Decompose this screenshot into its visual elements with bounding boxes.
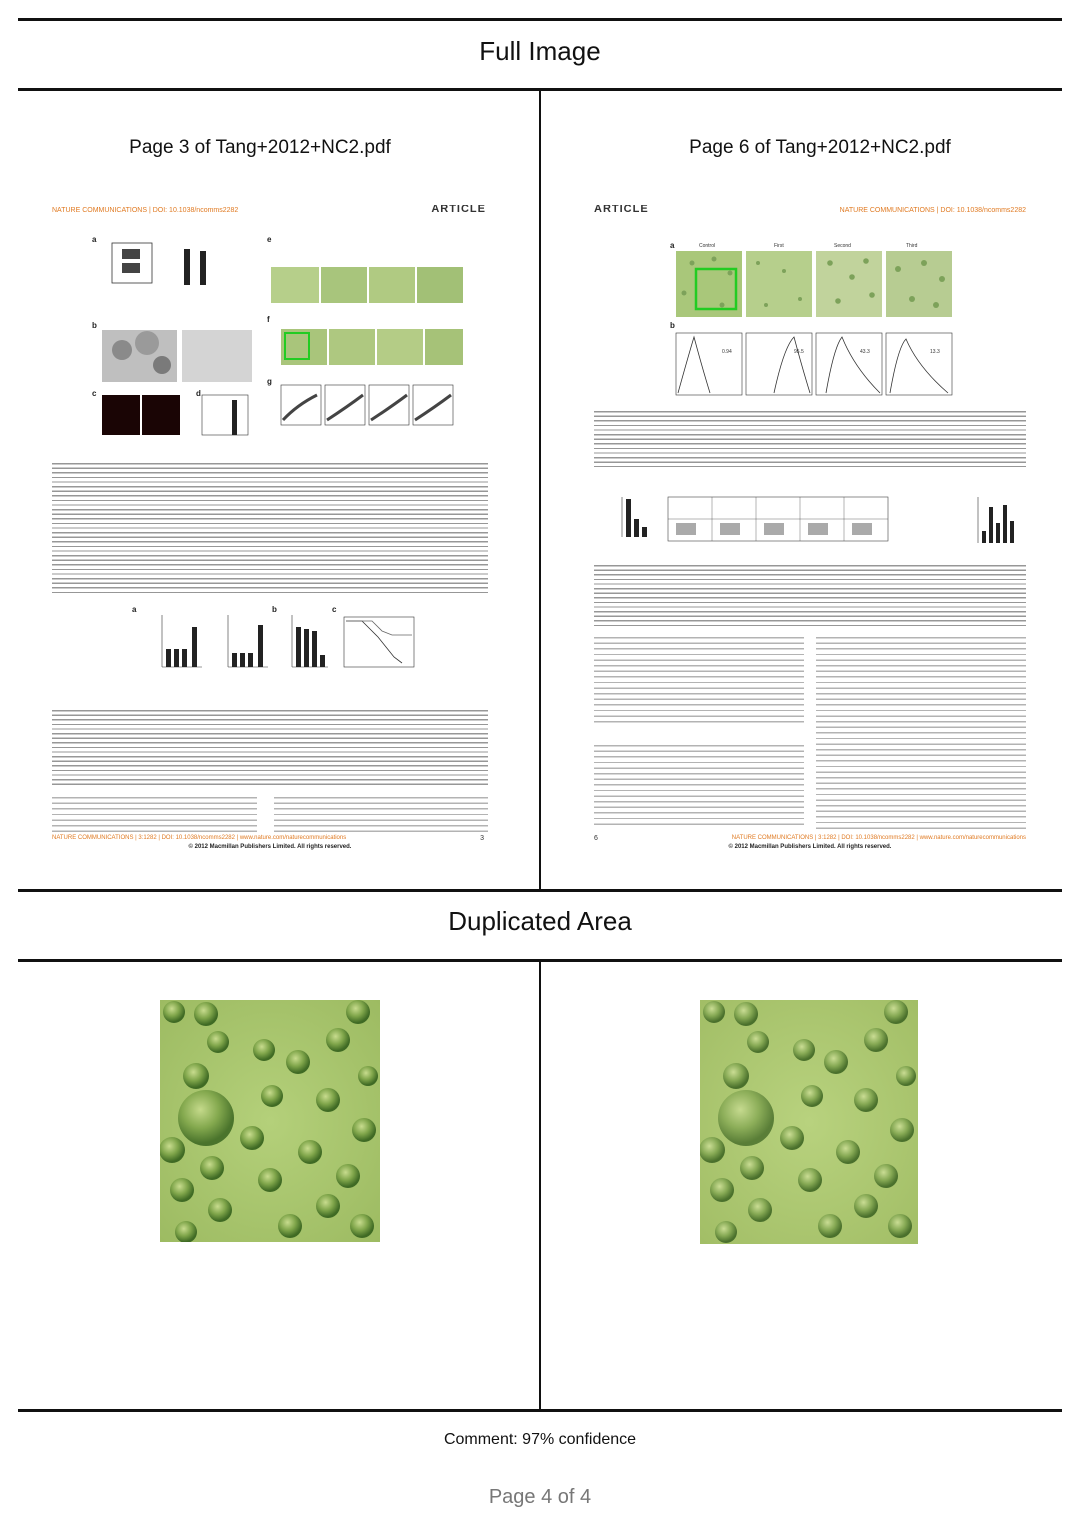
left-article-label: ARTICLE <box>431 205 486 215</box>
fig6-caption <box>594 565 1026 627</box>
fig5b-value-control: 0.94 <box>722 349 732 355</box>
full-image-title: Full Image <box>479 36 601 66</box>
right-page-number: 6 <box>594 835 598 842</box>
fig2-plots <box>132 605 432 705</box>
fig2-panels: a b c <box>132 605 432 705</box>
fig1-caption <box>52 463 488 595</box>
left-footer-journal: NATURE COMMUNICATIONS | 3:1282 | DOI: 10.1038/ncomms2282 | www.nature.com/naturecommunications <box>52 835 347 841</box>
bottom-rule <box>18 1409 1062 1412</box>
right-page-thumbnail: ARTICLE NATURE COMMUNICATIONS | DOI: 10.1038/ncomms2282 a Control First Second Third b 0.94 95.5 43.3 13.3 6 NATURE COMMUNICATIONS | 3:1282 | DOI: 10.1038/ncomms2282 | www.nature.com/naturecommunications © 2012 Macmillan Publishers Limited. All rights reserved. <box>594 205 1026 855</box>
fig5b-value-third: 13.3 <box>930 349 940 355</box>
fig5a-label-third: Third <box>906 243 918 249</box>
left-body-text-col2 <box>274 797 488 833</box>
page-indicator: Page 4 of 4 <box>488 1486 592 1508</box>
fig1-cell-panels <box>267 235 467 445</box>
right-duplicated-crop <box>700 1000 918 1244</box>
confidence-comment: Comment: 97% confidence <box>443 1431 637 1448</box>
right-body-text-col2 <box>816 637 1026 829</box>
fig2-caption <box>52 710 488 788</box>
fig5b-histograms <box>594 327 1026 407</box>
left-crop-cells <box>160 1000 380 1242</box>
duplicated-divider <box>539 962 541 1410</box>
fig6-plots <box>594 493 1026 563</box>
left-journal-ref: NATURE COMMUNICATIONS | DOI: 10.1038/ncomms2282 <box>52 207 239 214</box>
fig1-plots <box>92 235 262 445</box>
right-journal-ref: NATURE COMMUNICATIONS | DOI: 10.1038/ncomms2282 <box>839 207 1026 214</box>
duplicated-top-rule <box>18 889 1062 892</box>
left-duplicated-crop <box>160 1000 380 1242</box>
right-page-header <box>594 205 1026 219</box>
left-page-footer <box>52 835 488 855</box>
fig5a-label-control: Control <box>699 243 716 249</box>
full-image-divider <box>539 91 541 889</box>
fig5b-value-second: 43.3 <box>860 349 870 355</box>
left-body-text-col1 <box>52 797 257 833</box>
left-page-number: 3 <box>480 835 484 842</box>
left-page-thumbnail <box>52 205 488 855</box>
duplicated-area-title: Duplicated Area <box>448 906 632 936</box>
left-page-header <box>52 205 488 219</box>
right-body-text-col1-a <box>594 637 804 725</box>
fig1-right-panels: e f g <box>267 235 467 445</box>
left-footer-copyright: © 2012 Macmillan Publishers Limited. All rights reserved. <box>188 844 352 850</box>
fig1-left-panels: a b c d <box>92 235 262 445</box>
left-page-title: Page 3 of Tang+2012+NC2.pdf <box>129 137 391 158</box>
right-page-title: Page 6 of Tang+2012+NC2.pdf <box>689 137 951 158</box>
right-article-label: ARTICLE <box>594 205 649 215</box>
top-rule <box>18 18 1062 21</box>
right-body-text-col1-b <box>594 745 804 829</box>
fig5a-label-first: First <box>774 243 784 249</box>
right-page-footer <box>594 835 1026 855</box>
fig5b-value-first: 95.5 <box>794 349 804 355</box>
right-crop-cells <box>700 1000 918 1244</box>
right-footer-copyright: © 2012 Macmillan Publishers Limited. All rights reserved. <box>728 844 892 850</box>
fig5-caption <box>594 411 1026 467</box>
fig5a-label-second: Second <box>834 243 851 249</box>
right-footer-journal: NATURE COMMUNICATIONS | 3:1282 | DOI: 10.1038/ncomms2282 | www.nature.com/naturecommunications <box>731 835 1026 841</box>
